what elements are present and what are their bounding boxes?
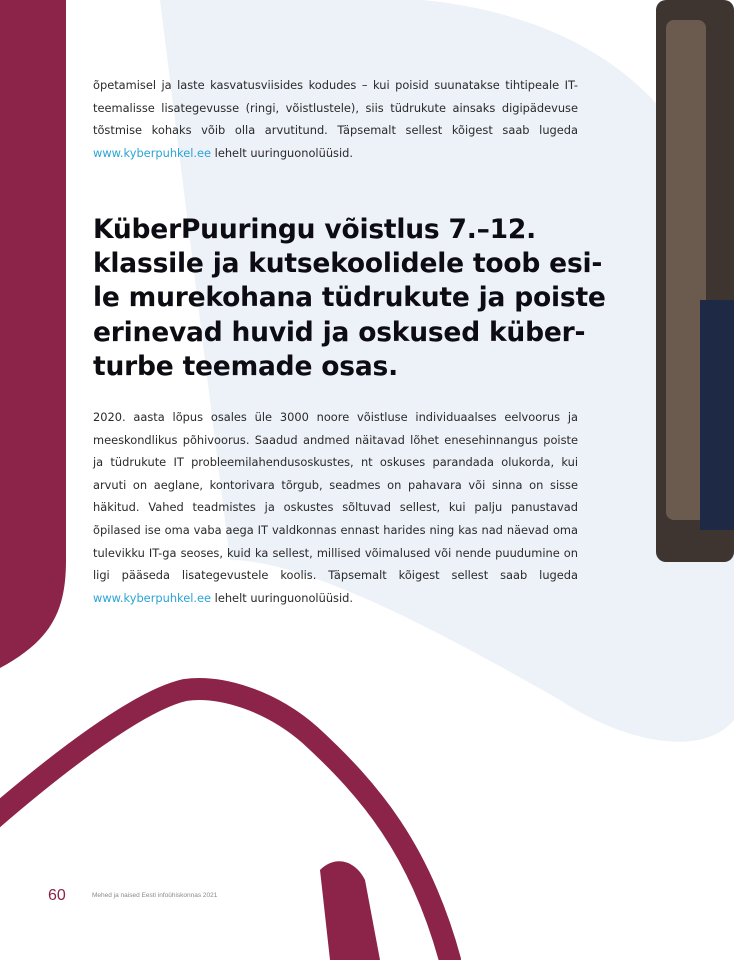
intro-text-end: lehelt uuringuonolüüsid.	[211, 145, 353, 160]
intro-link[interactable]: www.kyberpuhkel.ee	[93, 145, 212, 160]
heading-line: le murekohana tüdrukute ja poiste	[93, 282, 606, 314]
publication-title: Mehed ja naised Eesti infoühiskonnas 2021	[92, 892, 218, 899]
section-heading	[93, 213, 606, 384]
heading-line: KüberPuuringu võistlus 7.–12.	[93, 214, 537, 245]
heading-line: erinevad huvid ja oskused küber-	[93, 316, 586, 348]
heading-line: turbe teemade osas.	[93, 350, 398, 382]
body-link[interactable]: www.kyberpuhkel.ee	[93, 590, 212, 605]
page-number: 60	[48, 887, 66, 904]
heading-line: klassile ja kutsekoolidele toob esi-	[93, 248, 603, 280]
body-text-end: lehelt uuringuonolüüsid.	[211, 590, 353, 605]
intro-paragraph	[93, 74, 578, 164]
intro-text: õpetamisel ja laste kasvatusviisides kodudes – kui poisid suunatakse tihtipeale IT-teemalisse lisategevusse (ringi, võistlustele), siis tüdrukute ainsaks digipädevuse tõstmise kohaks võib olla arvutitund. Täpsemalt sellest kõigest saab lugeda	[93, 78, 578, 138]
body-paragraph	[93, 406, 578, 609]
body-text: 2020. aasta lõpus osales üle 3000 noore võistluse individuaalses eelvoorus ja meeskondlikus põhivoorus. Saadud andmed näitavad lõhet enesehinnangus poiste ja tüdrukute IT probleemilahendusoskustes, nt oskuses parandada olukorda, kui arvuti on aeglane, kontorivara tõrgub, seadmes on pahavara või sinna on sisse häkitud. Vahed teadmistes ja oskustes sõltuvad sellest, kui palju panustavad õpilased ise oma vaba aega IT valdkonnas ennast harides ning kas nad näevad oma tulevikku IT-ga seoses, kuid ka sellest, millised võimalused või nende puudumine on ligi pääseda lisategevustele koolis. Täpsemalt kõigest sellest saab lugeda	[93, 410, 578, 583]
